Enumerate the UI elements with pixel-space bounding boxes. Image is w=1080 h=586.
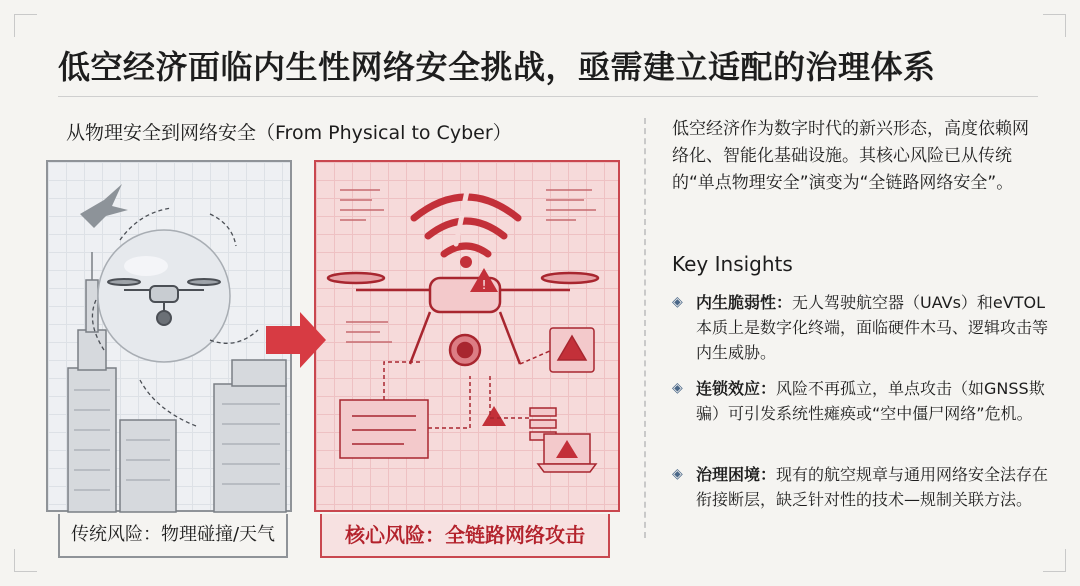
insight-lead: 连锁效应： [696,379,777,398]
insights-heading: Key Insights [672,252,793,276]
insight-item [672,376,1052,426]
insight-body: 现有的航空规章与通用网络安全法存在衔接断层，缺乏针对性的技术—规制关联方法。 [696,465,1049,509]
chip-icon [550,328,594,372]
insight-item [672,290,1052,365]
laptop-icon [538,434,596,472]
broken-wifi-icon [414,186,518,254]
intro-paragraph: 低空经济作为数字时代的新兴形态，高度依赖网络化、智能化基础设施。其核心风险已从传统的“单点物理安全”演变为“全链路网络安全”。 [672,119,1029,193]
network-block [340,400,428,458]
diamond-bullet-icon: ◈ [672,466,683,482]
insight-body: 无人驾驶航空器（UAVs）和eVTOL本质上是数字化终端，面临硬件木马、逻辑攻击等内生威胁。 [696,293,1049,362]
insight-item [672,462,1052,512]
svg-text:!: ! [481,278,487,292]
wifi-dot [460,256,472,268]
physical-risk-caption: 传统风险：物理碰撞/天气 [58,514,288,558]
diamond-bullet-icon: ◈ [672,294,683,310]
insight-lead: 内生脆弱性： [696,293,793,312]
insight-lead: 治理困境： [696,465,777,484]
warning-icon [482,406,506,426]
insight-body: 风险不再孤立，单点攻击（如GNSS欺骗）可引发系统性瘫痪或“空中僵尸网络”危机。 [696,379,1045,423]
cyber-risk-caption: 核心风险：全链路网络攻击 [320,514,610,558]
section-subtitle: 从物理安全到网络安全（From Physical to Cyber） [66,122,512,144]
bird-icon [80,184,128,228]
diamond-bullet-icon: ◈ [672,380,683,396]
page-title: 低空经济面临内生性网络安全挑战，亟需建立适配的治理体系 [58,48,936,86]
